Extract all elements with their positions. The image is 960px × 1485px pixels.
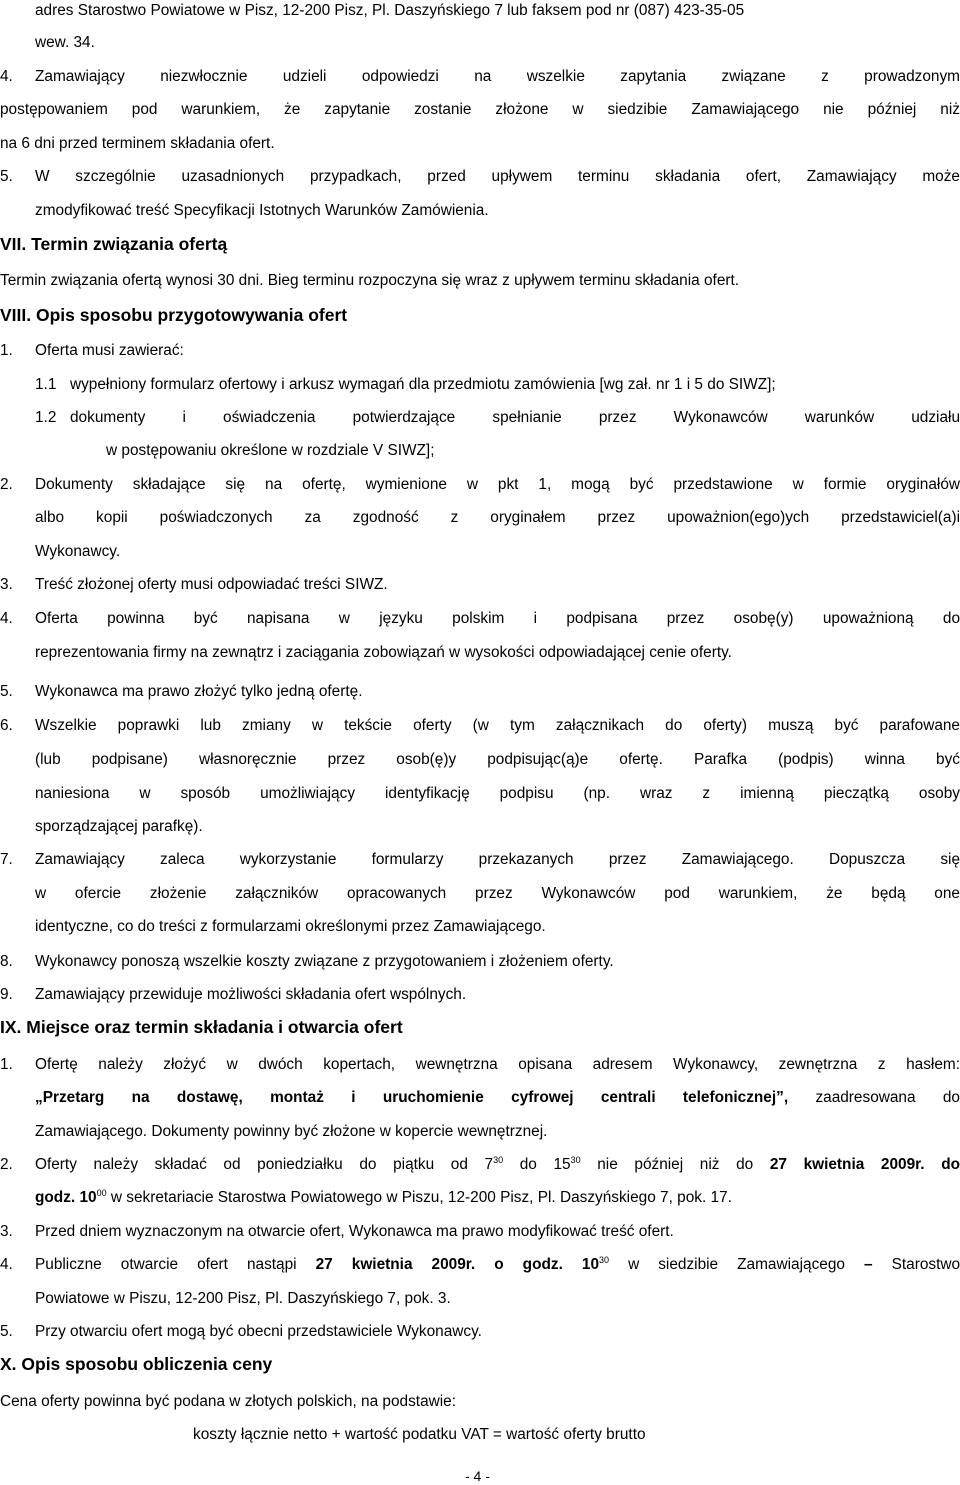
paragraph-line: dokumenty i oświadczenia potwierdzające spełnianie przez Wykonawców warunków udziału: [70, 409, 960, 426]
item-number: 5.: [0, 683, 13, 700]
paragraph-line: reprezentowania firmy na zewnątrz i zaciągania zobowiązań w wysokości odpowiadającej cenie oferty.: [35, 644, 732, 661]
section-heading: IX. Miejsce oraz termin składania i otwarcia ofert: [0, 1017, 403, 1037]
section-heading: VIII. Opis sposobu przygotowywania ofert: [0, 305, 348, 325]
paragraph-line: albo kopii poświadczonych za zgodność z oryginałem przez upoważnion(ego)ych przedstawiciel(a)i: [35, 509, 960, 526]
bold-time: godz. 10: [35, 1189, 97, 1206]
continued-text-line: wew. 34.: [35, 34, 95, 51]
paragraph-line: w ofercie złożenie załączników opracowanych przez Wykonawców pod warunkiem, że będą one: [35, 885, 960, 902]
item-number: 5.: [0, 168, 13, 185]
paragraph-line: sporządzającej parafkę).: [35, 818, 203, 835]
item-number: 3.: [0, 1223, 13, 1240]
superscript: 00: [96, 1188, 107, 1198]
section-heading: X. Opis sposobu obliczenia ceny: [0, 1354, 273, 1374]
paragraph-line: Powiatowe w Piszu, 12-200 Pisz, Pl. Daszyńskiego 7, pok. 3.: [35, 1290, 451, 1307]
item-number: 2.: [0, 1156, 13, 1173]
dash: –: [864, 1256, 873, 1273]
paragraph-line: [35, 1189, 732, 1207]
text-run: Starostwo: [891, 1256, 960, 1273]
page-number: - 4 -: [465, 1468, 490, 1484]
paragraph-line: Wykonawcy.: [35, 543, 121, 560]
item-number: 2.: [0, 476, 13, 493]
text-run: w siedzibie Zamawiającego: [628, 1256, 845, 1273]
superscript: 30: [493, 1155, 504, 1165]
paragraph-line: Przy otwarciu ofert mogą być obecni przedstawiciele Wykonawcy.: [35, 1323, 482, 1340]
section-heading: VII. Termin związania ofertą: [0, 234, 228, 254]
item-number: 4.: [0, 1256, 13, 1273]
formula-line: koszty łącznie netto + wartość podatku VAT = wartość oferty brutto: [193, 1426, 646, 1443]
paragraph-line: W szczególnie uzasadnionych przypadkach, przed upływem terminu składania ofert, Zamawiający może: [35, 168, 960, 185]
bold-title: „Przetarg na dostawę, montaż i uruchomienie cyfrowej centrali telefonicznej”,: [35, 1089, 789, 1106]
text-run: Oferty należy składać od poniedziałku do piątku od 7: [35, 1156, 494, 1173]
item-number: 4.: [0, 68, 13, 85]
paragraph-line: Oferta musi zawierać:: [35, 342, 184, 359]
paragraph-line: Ofertę należy złożyć w dwóch kopertach, wewnętrzna opisana adresem Wykonawcy, zewnętrzna z hasłem:: [35, 1056, 960, 1073]
paragraph-line: Treść złożonej oferty musi odpowiadać treści SIWZ.: [35, 576, 388, 593]
item-number: 7.: [0, 851, 13, 868]
item-number: 5.: [0, 1323, 13, 1340]
paragraph-line: identyczne, co do treści z formularzami określonymi przez Zamawiającego.: [35, 918, 546, 935]
paragraph-line: postępowaniem pod warunkiem, że zapytanie zostanie złożone w siedzibie Zamawiającego nie później niż: [0, 101, 960, 118]
item-number: 1.: [0, 1056, 13, 1073]
paragraph-line: wypełniony formularz ofertowy i arkusz wymagań dla przedmiotu zamówienia [wg zał. nr 1 i 5 do SIWZ];: [70, 376, 776, 393]
paragraph-line: [35, 1256, 960, 1274]
paragraph-line: Zamawiającego. Dokumenty powinny być złożone w kopercie wewnętrznej.: [35, 1123, 548, 1140]
paragraph-line: Zamawiający niezwłocznie udzieli odpowiedzi na wszelkie zapytania związane z prowadzonym: [35, 68, 960, 85]
item-number: 4.: [0, 610, 13, 627]
paragraph-line: Oferta powinna być napisana w języku polskim i podpisana przez osobę(y) upoważnioną do: [35, 610, 960, 627]
paragraph-line: zmodyfikować treść Specyfikacji Istotnych Warunków Zamówienia.: [35, 202, 489, 219]
paragraph-line: Przed dniem wyznaczonym na otwarcie ofert, Wykonawca ma prawo modyfikować treść ofert.: [35, 1223, 674, 1240]
item-number: 6.: [0, 717, 13, 734]
paragraph-line: Zamawiający zaleca wykorzystanie formularzy przekazanych przez Zamawiającego. Dopuszcza się: [35, 851, 960, 868]
paragraph-line: naniesiona w sposób umożliwiający identyfikację podpisu (np. wraz z imienną pieczątką osoby: [35, 785, 960, 802]
text-run: Publiczne otwarcie ofert nastąpi: [35, 1256, 297, 1273]
continued-text-line: adres Starostwo Powiatowe w Pisz, 12-200 Pisz, Pl. Daszyńskiego 7 lub faksem pod nr (087) 423-35-05: [35, 2, 745, 19]
paragraph-line: na 6 dni przed terminem składania ofert.: [0, 135, 275, 152]
text-run: nie później niż do: [597, 1156, 754, 1173]
paragraph-line: Wszelkie poprawki lub zmiany w tekście oferty (w tym załącznikach do oferty) muszą być parafowane: [35, 717, 960, 734]
paragraph-line: Wykonawca ma prawo złożyć tylko jedną ofertę.: [35, 683, 363, 700]
item-number: 1.: [0, 342, 13, 359]
paragraph-line: [35, 1089, 960, 1107]
item-number: 9.: [0, 986, 13, 1003]
paragraph-line: Wykonawcy ponoszą wszelkie koszty związane z przygotowaniem i złożeniem oferty.: [35, 953, 614, 970]
text-run: w sekretariacie Starostwa Powiatowego w Piszu, 12-200 Pisz, Pl. Daszyńskiego 7, pok. 17.: [110, 1189, 732, 1206]
item-number: 3.: [0, 576, 13, 593]
item-number: 8.: [0, 953, 13, 970]
subitem-number: 1.1: [35, 376, 57, 393]
text-run: zaadresowana do: [815, 1089, 960, 1106]
bold-date: 27 kwietnia 2009r. do: [769, 1156, 960, 1173]
paragraph-line: [35, 1156, 960, 1174]
paragraph-line: Zamawiający przewiduje możliwości składania ofert wspólnych.: [35, 986, 467, 1003]
paragraph-line: Dokumenty składające się na ofertę, wymienione w pkt 1, mogą być przedstawione w formie oryginałów: [35, 476, 960, 493]
paragraph-line: Cena oferty powinna być podana w złotych polskich, na podstawie:: [0, 1393, 457, 1410]
superscript: 30: [570, 1155, 581, 1165]
superscript: 30: [599, 1255, 610, 1265]
paragraph-line: Termin związania ofertą wynosi 30 dni. Bieg terminu rozpoczyna się wraz z upływem terminu składania ofert.: [0, 272, 740, 289]
subitem-number: 1.2: [35, 409, 57, 426]
paragraph-line: (lub podpisane) własnoręcznie przez osob(ę)y podpisując(ą)e ofertę. Parafka (podpis) winna być: [35, 751, 960, 768]
paragraph-line: w postępowaniu określone w rozdziale V SIWZ];: [106, 442, 435, 459]
text-run: do 15: [519, 1156, 571, 1173]
bold-date: 27 kwietnia 2009r. o godz. 10: [315, 1256, 600, 1273]
